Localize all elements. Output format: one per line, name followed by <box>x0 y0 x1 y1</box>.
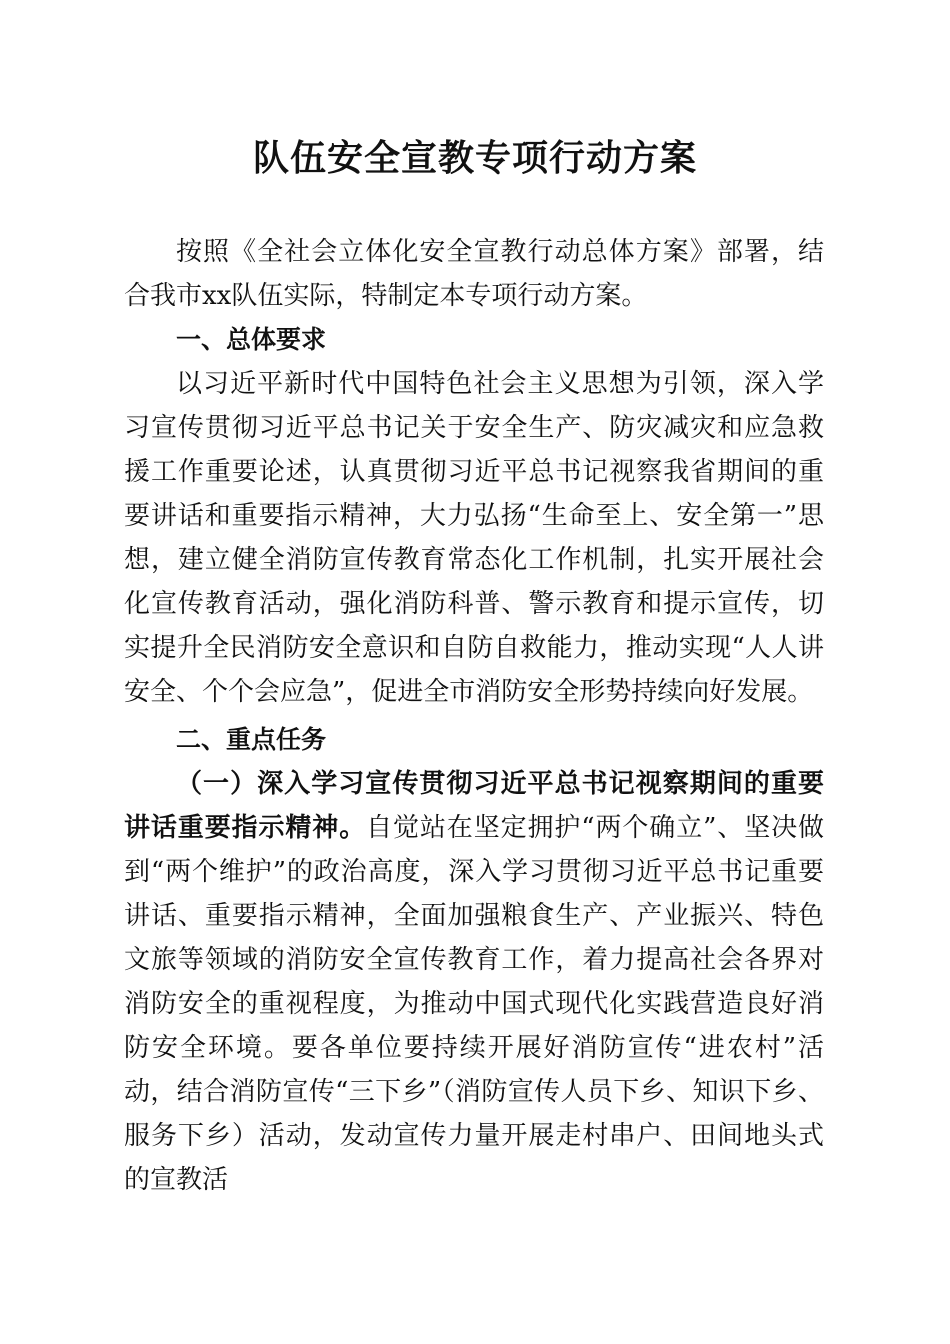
document-body <box>124 230 824 1202</box>
section-heading-key-tasks: 二、重点任务 <box>176 725 327 754</box>
key-task-1-lead: （一）深入学习宣传贯彻习近平总书记视察期间的重要讲话重要指示精神。 <box>124 769 824 843</box>
section-heading-general-requirements: 一、总体要求 <box>176 325 327 354</box>
key-task-1-paragraph <box>124 762 824 1202</box>
key-task-1-text: 自觉站在坚定拥护“两个确立”、坚决做到“两个维护”的政治高度，深入学习贯彻习近平总书记重要讲话、重要指示精神，全面加强粮食生产、产业振兴、特色文旅等领域的消防安全宣传教育工作，着力提高社会各界对消防安全的重视程度，为推动中国式现代化实践营造良好消防安全环境。要各单位要持续开展好消防宣传“进农村”活动，结合消防宣传“三下乡”（消防宣传人员下乡、知识下乡、服务下乡）活动，发动宣传力量开展走村串户、田间地头式的宣教活 <box>124 813 824 1195</box>
document-title: 队伍安全宣教专项行动方案 <box>252 137 697 179</box>
intro-paragraph: 按照《全社会立体化安全宣教行动总体方案》部署，结合我市xx队伍实际，特制定本专项行动方案。 <box>124 237 824 311</box>
general-requirements-paragraph: 以习近平新时代中国特色社会主义思想为引领，深入学习宣传贯彻习近平总书记关于安全生产、防灾减灾和应急救援工作重要论述，认真贯彻习近平总书记视察我省期间的重要讲话和重要指示精神，大力弘扬“生命至上、安全第一”思想，建立健全消防宣传教育常态化工作机制，扎实开展社会化宣传教育活动，强化消防科普、警示教育和提示宣传，切实提升全民消防安全意识和自防自救能力，推动实现“人人讲安全、个个会应急”，促进全市消防安全形势持续向好发展。 <box>124 369 824 707</box>
